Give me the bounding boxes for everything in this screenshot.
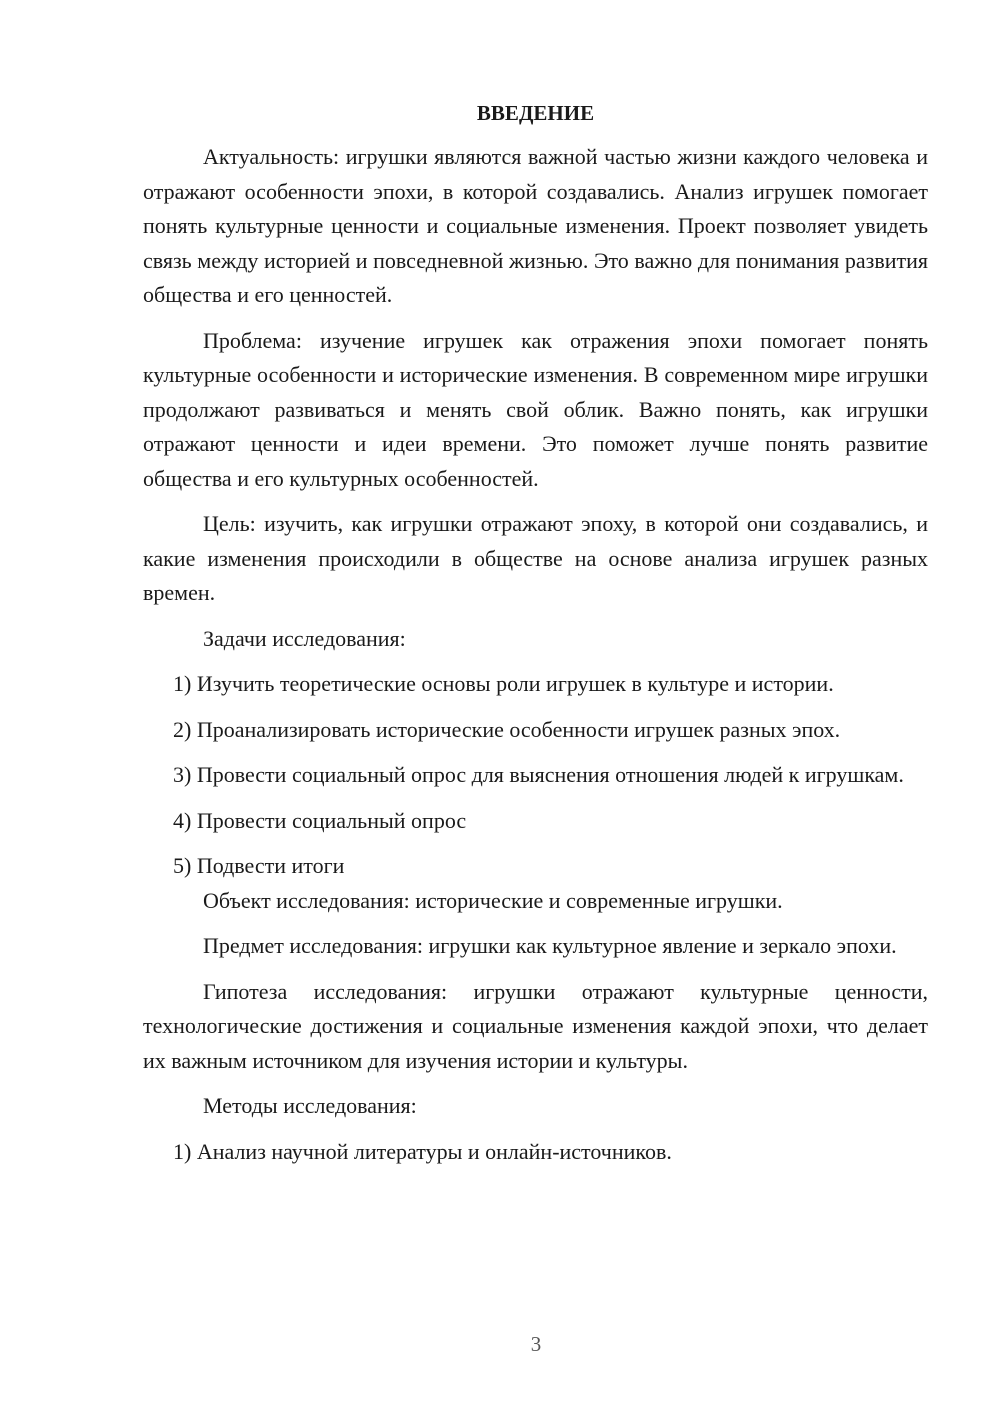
problem-paragraph: Проблема: изучение игрушек как отражения эпохи помогает понять культурные особенности и исторические изменения. В современном мире игрушки продолжают развиваться и менять свой облик. Важно понять, как игрушки отражают ценности и идеи времени. Это поможет лучше понять развитие общества и его культурных особенностей. — [143, 327, 928, 491]
goal-paragraph: Цель: изучить, как игрушки отражают эпоху, в которой они создавались, и какие изменения происходили в обществе на основе анализа игрушек разных времен. — [143, 511, 928, 605]
method-item: 1) Анализ научной литературы и онлайн-источников. — [173, 1138, 672, 1164]
relevance-paragraph: Актуальность: игрушки являются важной частью жизни каждого человека и отражают особенности эпохи, в которой создавались. Анализ игрушек помогает понять культурные ценности и социальные изменения. Проект позволяет увидеть связь между историей и повседневной жизнью. Это важно для понимания развития общества и его ценностей. — [143, 144, 928, 307]
task-item: 4) Провести социальный опрос — [173, 807, 467, 833]
methods-heading: Методы исследования: — [203, 1093, 417, 1118]
document-page — [143, 96, 928, 1180]
task-item: 5) Подвести итоги — [173, 853, 345, 878]
page-number: 3 — [530, 1332, 542, 1356]
hypothesis-paragraph: Гипотеза исследования: игрушки отражают культурные ценности, технологические достижения и социальные изменения каждой эпохи, что делает их важным источником для изучения истории и культуры. — [143, 978, 928, 1073]
object-paragraph: Объект исследования: исторические и современные игрушки. — [203, 887, 783, 913]
task-item: 1) Изучить теоретические основы роли игрушек в культуре и истории. — [173, 671, 834, 696]
tasks-heading: Задачи исследования: — [203, 625, 406, 651]
subject-paragraph: Предмет исследования: игрушки как культурное явление и зеркало эпохи. — [203, 933, 897, 958]
task-item: 3) Провести социальный опрос для выяснения отношения людей к игрушкам. — [173, 762, 904, 787]
section-title: ВВЕДЕНИЕ — [476, 101, 595, 125]
task-item: 2) Проанализировать исторические особенности игрушек разных эпох. — [173, 716, 841, 742]
